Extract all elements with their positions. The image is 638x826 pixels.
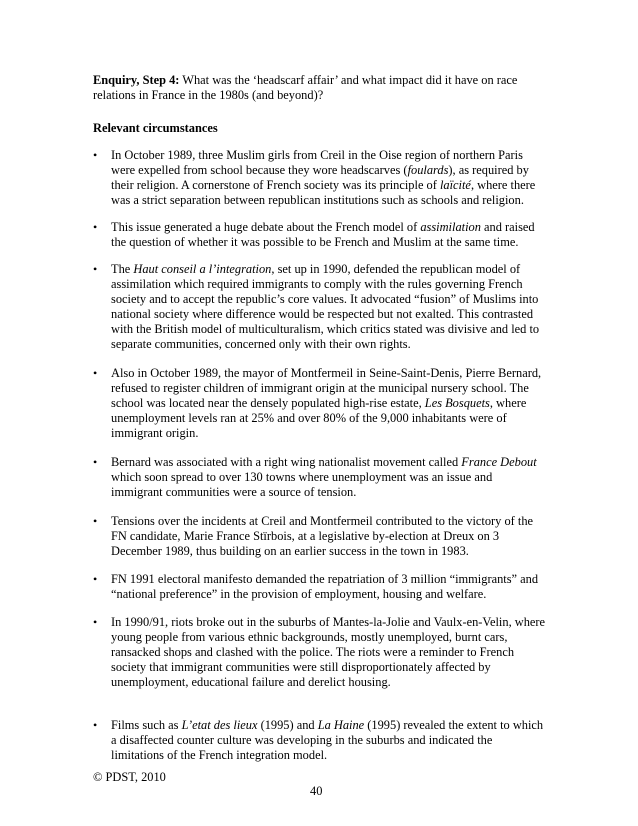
italic-term: laïcité [439,178,471,192]
bullet-text [111,148,546,208]
bullet-text [111,514,546,559]
italic-term: assimilation [420,220,481,234]
text-run: , set up in 1990, defended the republican model of assimilation which required immigrants to comply with the rules governing French society and to accept the republic’s core values. It advocated “fusion” of Muslims into national society where difference would be respected but not exalted. This contrasted with the British model of multiculturalism, which critics stated was divisive and led to separate communities, concerned only with their own rights. [111,262,540,351]
bullet-icon: • [93,718,98,732]
text-run: This issue generated a huge debate about the French model of [111,220,421,234]
text-run: (1995) revealed the extent to which a disaffected counter culture was developing in the suburbs and indicated the limitations of the French integration model. [111,718,544,762]
italic-term: La Haine [317,718,365,732]
bullet-text [111,220,546,250]
italic-term: France Debout [461,455,537,469]
text-run: (1995) and [257,718,318,732]
text-run: and raised the question of whether it was possible to be French and Muslim at the same time. [111,220,535,249]
text-run: In October 1989, three Muslim girls from Creil in the Oise region of northern Paris were expelled from school because they wore headscarves ( [111,148,523,177]
text-run: , where there was a strict separation between republican institutions such as schools and religion. [111,178,536,207]
text-run: , where unemployment levels ran at 25% and over 80% of the 9,000 inhabitants were of immigrant origin. [111,396,527,440]
bullet-text [111,615,546,690]
text-run: The [111,262,134,276]
text-run: Films such as [111,718,182,732]
italic-term: foulards [407,163,449,177]
text-run: which soon spread to over 130 towns where unemployment was an issue and immigrant communities were a source of tension. [111,470,493,499]
enquiry-question [93,73,563,103]
text-run: Also in October 1989, the mayor of Montfermeil in Seine-Saint-Denis, Pierre Bernard, refused to register children of immigrant origin at the municipal nursery school. The school was located near the densely populated high-rise estate, [111,366,542,410]
text-run: FN 1991 electoral manifesto demanded the repatriation of 3 million “immigrants” and “national preference” in the provision of employment, housing and welfare. [111,572,539,601]
text-run: In 1990/91, riots broke out in the suburbs of Mantes-la-Jolie and Vaulx-en-Velin, where young people from various ethnic backgrounds, mostly unemployed, burnt cars, ransacked shops and clashed with the police. The riots were a reminder to French society that immigrant communities were still disproportionately affected by unemployment, educational failure and derelict housing. [111,615,546,689]
bullet-icon: • [93,262,98,276]
text-run: Tensions over the incidents at Creil and Montfermeil contributed to the victory of the FN candidate, Marie France Stïrbois, at a legislative by-election at Dreux on 3 December 1989, thus building on an earlier success in the town in 1983. [111,514,534,558]
bullet-icon: • [93,148,98,162]
bullet-text [111,718,546,763]
bullet-icon: • [93,455,98,469]
bullet-text [111,572,546,602]
enquiry-label: Enquiry, Step 4: [93,73,180,87]
bullet-text [111,455,546,500]
bullet-icon: • [93,514,98,528]
enquiry-text: What was the ‘headscarf affair’ and what impact did it have on race relations in France in the 1980s (and beyond)? [93,73,518,102]
text-run: ), as required by their religion. A cornerstone of French society was its principle of [111,163,529,192]
bullet-text [111,262,546,352]
bullet-icon: • [93,572,98,586]
bullet-icon: • [93,220,98,234]
bullet-icon: • [93,366,98,380]
page-number: 40 [310,784,323,798]
bullet-text [111,366,546,441]
bullet-icon: • [93,615,98,629]
italic-term: Les Bosquets [424,396,490,410]
text-run: Bernard was associated with a right wing nationalist movement called [111,455,462,469]
italic-term: Haut conseil a l’integration [133,262,272,276]
section-heading: Relevant circumstances [93,121,218,135]
italic-term: L’etat des lieux [181,718,258,732]
footer-copyright: © PDST, 2010 [93,770,166,784]
